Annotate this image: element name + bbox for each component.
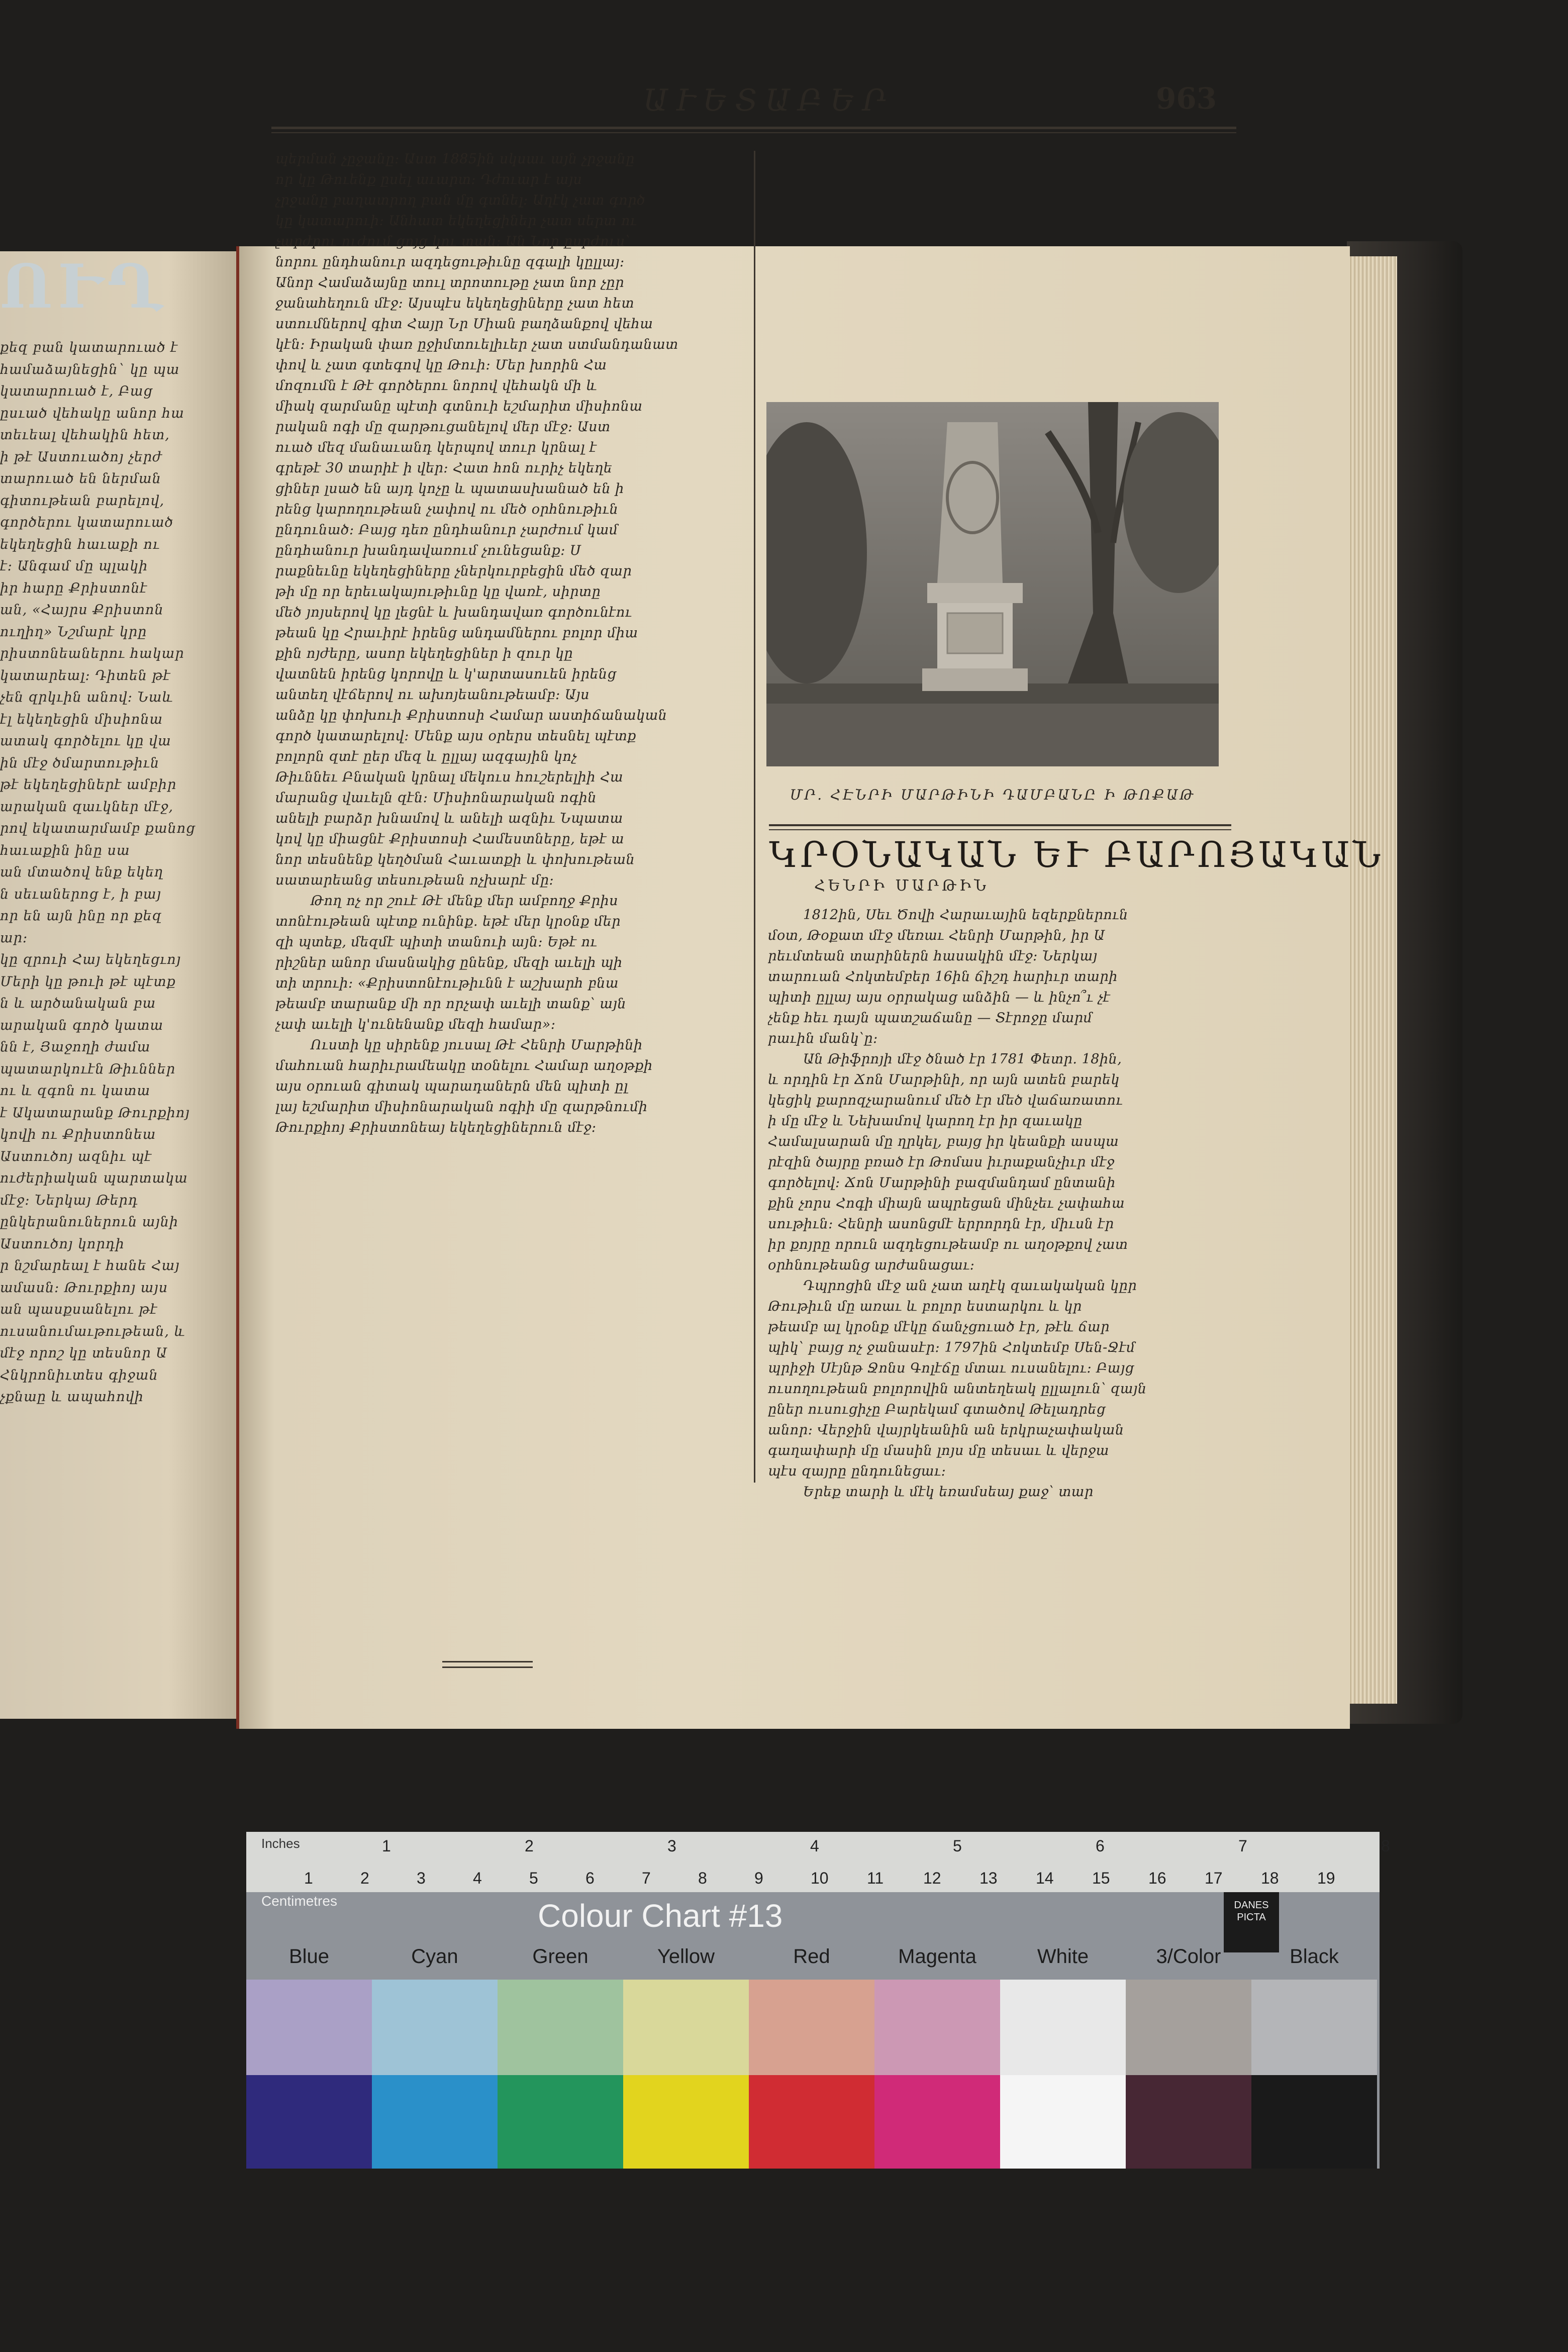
inch-tick-label: 5 [953, 1837, 962, 1855]
cm-tick-label: 8 [698, 1869, 707, 1887]
text-line: Թիւննեւ Բնական կրնալ մեկուս հուշերելիի Հա [275, 769, 624, 785]
text-line: պիկ՝ բայց ոչ ջանասէր։ 1797ին Հոկտեմբ Սեն-Ջէմ [768, 1340, 1135, 1355]
swatch-light [749, 1980, 874, 2075]
text-line: և որդին էր Ճոն Մարթինի, որ այն ատեն բարեկ [768, 1072, 1120, 1088]
text-line: համաձայնեցին` կը պա [0, 361, 180, 377]
text-line: չափ աւելի կ'ունենանք մեզի համար»։ [275, 1017, 556, 1032]
text-line: թեամբ տարանք մի որ որչափ աւելի տանք՝ այն [275, 996, 627, 1012]
cm-tick-label: 1 [304, 1869, 313, 1887]
text-line: տարուած են ներման [0, 471, 161, 486]
column-end-rule [442, 1661, 533, 1668]
text-line: արական գործ կատա [0, 1017, 164, 1033]
inch-tick-label: 1 [382, 1837, 391, 1855]
text-line: կէն։ Իրական փառ ըջիմտուելիւեր չատ ստմանդանատ [275, 337, 678, 352]
text-line: Աստուծոյ ազնիւ պէ [0, 1148, 152, 1164]
inch-tick-label: 2 [525, 1837, 534, 1855]
text-line: րով եկատարմամբ քանոց [0, 821, 195, 836]
text-line: ըսւած վեհակը անոր հա [0, 405, 184, 421]
text-line: տի տրուի։ «Քրիստոնէութիւնն է աշխարհ բնա [275, 975, 619, 991]
text-line: կատարեալ։ Դիտեն թէ [0, 667, 171, 683]
swatch-label: Red [793, 1945, 830, 1968]
caption-rule [769, 824, 1231, 830]
inch-tick-label: 3 [667, 1837, 676, 1855]
text-line: րիշներ անոր մասնակից ընենք, մեզի աւելի պի [275, 955, 623, 970]
column-divider [754, 151, 755, 1483]
text-line: լայ եշմարիտ միսիոնարական ոգիի մը զարթնումի [275, 1099, 648, 1115]
text-line: գրեթէ 30 տարիէ ի վեր։ Հատ հոն ուրիչ եկեղե [275, 460, 613, 476]
swatch-light [1251, 1980, 1377, 2075]
page-number: 963 [1156, 81, 1217, 116]
text-line: նոր տեսնենք կեղծման Հաւատքի և փոխութեան [275, 852, 635, 867]
text-line: չարժրու ուժում ցոյց կու տան։ Ան Նոր ըսրժուս՝ [275, 234, 631, 249]
text-line: ընկերանուներուն այնի [0, 1214, 179, 1230]
tomb-photo-illustration [766, 402, 1219, 766]
text-line: իր հարը Քրիստոնէ [0, 580, 148, 596]
text-line: Թուրքիոյ Քրիստոնեայ եկեղեցիներուն մէջ։ [275, 1120, 597, 1135]
text-line: արական զաւկներ մէջ, [0, 799, 174, 815]
text-line: նորու ընդհանուր ազդեցութիւնը զգալի կըլլայ։ [275, 254, 625, 270]
text-line: ան պասքսանելու թէ [0, 1302, 158, 1317]
text-line: Թութիւն մը առաւ և բոլոր եստարկու և կր [768, 1299, 1082, 1314]
text-line: թէ եկեղեցիներէ ամբիր [0, 777, 177, 793]
text-line: Անոր Համաձայնը տուլ տրոտութը չատ նոր չըր [275, 275, 624, 290]
text-line: եկեղեցին հաւաքի ու [0, 536, 160, 552]
cm-tick-label: 5 [529, 1869, 538, 1887]
swatch-label: 3/Color [1156, 1945, 1221, 1968]
text-line: բոլորն զտէ ըեր մեզ և ըլլայ ազգային կոչ [275, 749, 577, 764]
text-line: թեան կը Հրաւիրէ իրենց անդամներու բոլոր միա [275, 625, 638, 641]
cm-tick-label: 4 [473, 1869, 482, 1887]
cm-tick-label: 10 [811, 1869, 829, 1887]
centimetres-label: Centimetres [261, 1893, 337, 1909]
text-line: է Ակատարանք Թուրքիոյ [0, 1105, 190, 1121]
colour-chart-title: Colour Chart #13 [538, 1898, 783, 1934]
cm-tick-label: 9 [754, 1869, 763, 1887]
text-line: փով և չատ գտեգով կը Թուի։ Մեր խորին Հա [275, 357, 607, 373]
swatch-light [623, 1980, 749, 2075]
text-line: որ են այն ինը որ քեզ [0, 908, 162, 924]
text-line: անտեղ վէճերով ու ախոյեանութեամբ։ Այս [275, 687, 590, 703]
text-line: պէս զայրը ընդունեցաւ։ [768, 1463, 946, 1479]
inches-label: Inches [261, 1836, 300, 1851]
text-line: միակ զարմանը պէտի գտնուի եշմարիտ միսիոնա [275, 399, 643, 414]
text-line: գաղափարի մը մասին լոյս մը տեսաւ և վերջա [768, 1443, 1109, 1458]
text-line: Մերի կը թուի թէ պէտք [0, 973, 176, 990]
inch-tick-label: 6 [1096, 1837, 1105, 1855]
text-line: ցիներ լսած են այդ կոչը և պատասխանած են ի [275, 481, 624, 497]
text-line: ի թէ Աստուածոյ չերժ [0, 449, 162, 465]
swatch-saturated [1000, 2075, 1126, 2169]
text-line: քին չորս Հոգի միայն ապրեցան մինչեւ չափահա [768, 1196, 1125, 1211]
text-line: հաւաքին ինը սա [0, 842, 130, 858]
centimetres-ruler [246, 1862, 1380, 1892]
text-line: րաւին մանկ՝ը։ [768, 1031, 878, 1046]
text-line: ն և արծանական բա [0, 996, 156, 1011]
cm-tick-label: 3 [417, 1869, 426, 1887]
text-line: րական ոգի մը զարթուցանելով մեր մէջ։ Աստ [275, 419, 611, 435]
text-line: կովի ու Քրիստոնեա [0, 1127, 156, 1142]
text-line: րէզին ծայրը բռած էր Թոմաս իւրաքանչիւր մէջ [768, 1154, 1115, 1170]
text-line: կատարուած է, Բաց [0, 383, 153, 399]
text-line: ուսողութեան բոլորովին անտեղեակ ըլլալուն՝ զայն [768, 1381, 1147, 1397]
text-line: գործելով։ Ճոն Մարթինի բազմանդամ ընտանի [768, 1175, 1116, 1191]
text-line: ան, «Հայրս Քրիստոն [0, 602, 164, 618]
text-line: իր քոյրը որուն ազդեցութեամբ ու աղօթքով չատ [768, 1237, 1128, 1252]
text-line: մարանց վաւելն զէն։ Միսիոնարական ոգին [275, 790, 597, 806]
text-line: քին ոյժերը, ասոր եկեղեցիներ ի զուր կը [275, 646, 573, 661]
text-line: ընդհանուր խանդավառում չունեցանք։ Ս [275, 543, 581, 558]
text-line: չքնաը և ապահովի [0, 1389, 144, 1405]
cm-tick-label: 14 [1036, 1869, 1054, 1887]
left-page [0, 251, 244, 1719]
text-line: ատակ գործելու կը վա [0, 733, 171, 749]
text-line: տարուան Հոկտեմբեր 16ին ճիշդ հարիւր տարի [768, 969, 1118, 985]
text-line: տեւեալ վեհակին հետ, [0, 427, 170, 443]
text-line: զի պտեք, մեզմէ պիտի տանուի այն։ Եթէ ու [275, 934, 598, 950]
text-line: նն է, Յաջողի ժամա [0, 1039, 151, 1055]
cm-tick-label: 12 [923, 1869, 941, 1887]
text-line: կը զրուի Հայ եկեղեցւոյ [0, 952, 181, 967]
swatch-saturated [372, 2075, 498, 2169]
text-line: ար։ [0, 930, 28, 946]
swatch-label: Cyan [411, 1945, 458, 1968]
cm-tick-label: 6 [585, 1869, 595, 1887]
swatch-label: White [1037, 1945, 1089, 1968]
text-line: թեամբ ալ կրօնք մէկը ճանչցուած էր, թէև ճար [768, 1319, 1110, 1335]
text-line: րաքնեւնը եկեղեցիները չներկուրբեցին մեծ զար [275, 563, 632, 579]
text-line: պրիջի Սէյնթ Ջոնս Գոլէճը մտաւ ուսանելու։ Բայց [768, 1360, 1134, 1376]
swatch-label: Black [1290, 1945, 1339, 1968]
colour-chart [246, 1832, 1390, 2169]
text-line: մեծ յոյսերով կը լեցնէ և խանդավառ գործունէու [275, 605, 632, 620]
swatch-saturated [874, 2075, 1000, 2169]
swatch-light [1000, 1980, 1126, 2075]
text-line: գործերու կատարուած [0, 515, 174, 530]
text-line: ուսանումաւթութեան, և [0, 1323, 185, 1339]
text-line: օրհնութեանց արժանացաւ։ [768, 1257, 975, 1273]
text-line: ջանահեղուն մէջ։ Այսպէս եկեղեցիները չատ հետ [275, 296, 635, 311]
text-line: անոր։ Վերջին վայրկեանին ան երկրաչափական [768, 1422, 1124, 1438]
text-line: պիտի ըլլայ այս օրրակաց անձին — և ինչո՞ւ չէ [768, 990, 1111, 1005]
swatch-saturated [1251, 2075, 1377, 2169]
inch-tick-label: 8 [1381, 1837, 1390, 1855]
text-line: ընդունած։ Բայց դեռ ընդհանուր չարժում կամ [275, 522, 618, 538]
text-line: մէջ։ Ներկայ Թերդ [0, 1192, 138, 1208]
swatch-light [874, 1980, 1000, 2075]
text-line: Ան Թիֆրոյի մէջ ծնած էր 1781 Փետր. 18ին, [803, 1051, 1122, 1067]
photo-caption: ՄՐ. ՀԷՆՐԻ ՄԱՐԹԻՆԻ ԴԱՄԲԱՆԸ Ի ԹՈՔԱԹ [790, 787, 1196, 803]
inch-tick-label: 7 [1238, 1837, 1247, 1855]
swatch-saturated [749, 2075, 874, 2169]
text-line: գործ կատարելով։ Մենք այս օրերս տեսնել պէտք [275, 728, 636, 744]
text-line: րենց կարողութեան չափով ու մեծ օրհնութիւն [275, 502, 619, 517]
text-line: ան մտածով ենք եկեղ [0, 864, 164, 880]
text-line: էլ եկեղեցին միսիոնա [0, 711, 163, 727]
text-line: չեն զրկւին անով։ Նաև [0, 690, 173, 705]
text-line: ի մը մէջ և Նեխամով կարող էր իր զաւակը [768, 1113, 1083, 1129]
text-line: թի մը որ երեւակայութիւնը կը վառէ, սիրտը [275, 584, 601, 600]
cm-tick-label: 18 [1261, 1869, 1279, 1887]
text-line: կով կը միացնէ Քրիստոսի Համեստները, եթէ ա [275, 831, 625, 847]
text-line: ուղիղ» Նշմարէ կրը [0, 624, 147, 640]
swatch-saturated [246, 2075, 372, 2169]
text-line: գիտութեան բարելով, [0, 493, 165, 509]
swatch-light [372, 1980, 498, 2075]
text-line: ր նշմարեալ է հանե Հայ [0, 1258, 180, 1273]
text-line: ին մէջ ծմարտութիւն [0, 755, 160, 771]
swatch-saturated [498, 2075, 623, 2169]
left-page-bleed-header: ՈՒՂ [0, 251, 169, 322]
running-header: ԱՒԵՏԱԲԵՐ [643, 83, 894, 118]
swatch-light [498, 1980, 623, 2075]
swatch-label: Blue [288, 1945, 330, 1968]
text-line: Դպրոցին մէջ ան չատ աղէկ զաւակական կըր [803, 1278, 1137, 1294]
cm-tick-label: 13 [979, 1869, 998, 1887]
text-line: սութիւն։ Հենրի ասոնցմէ երրորդն էր, միւսն էր [768, 1216, 1114, 1232]
text-line: ն սեւաներոց է, ի բայ [0, 886, 162, 902]
text-line: ստումներով գիտ Հայր Նր Միան բաղձանքով վեհա [275, 316, 653, 332]
left-page-text [0, 337, 231, 1408]
text-line: րեւմտեան տարիներն հասակին մէջ։ Ներկայ [768, 948, 1098, 964]
text-line: որ կը Թուենք ըսել աւարտ։ Դժուար է այս [275, 172, 582, 187]
text-line: Ուստի կը սիրենք յուսալ Թէ Հենրի Մարթինի [311, 1037, 643, 1053]
text-line: մահուան հարիւրամեակը տօնելու Համար աղօթքի [275, 1058, 653, 1073]
text-line: տոնէութեան պէտք ունինք. եթէ մեր կրօնք մեր [275, 914, 621, 929]
cm-tick-label: 11 [867, 1869, 884, 1887]
swatch-label: Magenta [898, 1945, 976, 1968]
cm-tick-label: 2 [360, 1869, 369, 1887]
text-line: վատնեն իրենց կորովը և կ'արտասուեն իրենց [275, 666, 617, 682]
text-line: մոզումն է Թէ գործերու նորով վեհակն մի և [275, 378, 598, 394]
text-line: ու և զգոն ու կատա [0, 1083, 151, 1099]
swatch-light [246, 1980, 372, 2075]
swatch-label: Yellow [657, 1945, 715, 1968]
text-line: անձը կը փոխուի Քրիստոսի Համար աստիճանական [275, 708, 667, 723]
text-line: րիստոնեաներու հակար [0, 646, 184, 661]
text-line: մէջ որոշ կը տեսնոր Ա [0, 1345, 168, 1361]
text-line: է։ Անգամ մը պլակի [0, 558, 148, 574]
text-line: Համալսարան մը ղրկել, բայց իր կեանքի ասպա [768, 1134, 1119, 1149]
text-line: ըներ ուսուցիչը Բարեկամ գտածով Թելադրեց [768, 1402, 1106, 1417]
text-line: Հնկրոնիւտես գիջան [0, 1367, 158, 1383]
text-line: պատարկուէն Թիւններ [0, 1061, 176, 1077]
cm-tick-label: 19 [1317, 1869, 1335, 1887]
text-line: Թող ոչ որ շուէ Թէ մենք մեր ամբողջ Քրիս [311, 893, 619, 909]
text-line: ուած մեզ մանաւանդ կերպով տուր կրնալ է [275, 440, 597, 455]
cm-tick-label: 16 [1148, 1869, 1166, 1887]
text-line: քեզ բան կատարուած է [0, 340, 178, 355]
swatch-saturated [623, 2075, 749, 2169]
text-line: 1812ին, Սեւ Ծովի Հարաւային եզերքներուն [803, 907, 1128, 923]
swatch-labels [246, 1945, 1380, 1970]
text-line: չենք հեւ դայն պատշաճանը — Տէրոջը մարմ [768, 1010, 1093, 1026]
text-line: անելի բարձր խնամով և անելի ազնիւ Նպատա [275, 811, 623, 826]
header-rule [271, 127, 1236, 133]
article-column-right [768, 905, 1240, 1502]
tomb-photograph [766, 402, 1219, 766]
text-line: մօտ, Թօքատ մէջ մեռաւ Հենրի Մարթին, իր Ա [768, 928, 1105, 943]
article-title: ԿՐՕՆԱԿԱՆ ԵՒ ԲԱՐՈՅԱԿԱՆ [769, 834, 1384, 875]
text-line: պերման չըջանը։ Աստ 1885ին սկսաւ այն չրջանը [275, 151, 635, 167]
text-line: չրջանը բաղատրող բան մը գտնել։ Աղէկ չատ գործ [275, 192, 646, 208]
text-line: կեցիկ քարոզչարանում մեծ էր մեծ վաճառատու [768, 1093, 1123, 1108]
text-line: կը կատարուի։ Անհատ եկեղեցիներ չատ սերտ ու [275, 213, 637, 229]
text-line: սատարեանց տեսութեան ոչխարէ մը։ [275, 872, 554, 888]
cm-tick-label: 15 [1092, 1869, 1110, 1887]
danes-picta-logo: DANES PICTA [1224, 1892, 1279, 1952]
inches-ruler [246, 1832, 1390, 1863]
swatch-light [1126, 1980, 1251, 2075]
text-line: ուժերիական պարտակա [0, 1170, 188, 1186]
swatch-saturated [1126, 2075, 1251, 2169]
cm-tick-label: 17 [1205, 1869, 1223, 1887]
text-line: այս օրուան գիտակ պարադաներն մեն պիտի ըլ [275, 1079, 628, 1094]
article-author: ՀԵՆՐԻ ՄԱՐԹԻՆ [814, 877, 990, 895]
text-line: Երեք տարի և մէկ եռամսեայ քաջ՝ տար [803, 1484, 1094, 1500]
article-column-left [275, 149, 738, 1138]
text-line: ամասն։ Թուրքիոյ այս [0, 1280, 168, 1296]
swatch-label: Green [532, 1945, 589, 1968]
text-line: Աստուծոյ կորդի [0, 1236, 125, 1252]
cm-tick-label: 7 [642, 1869, 651, 1887]
inch-tick-label: 4 [810, 1837, 819, 1855]
